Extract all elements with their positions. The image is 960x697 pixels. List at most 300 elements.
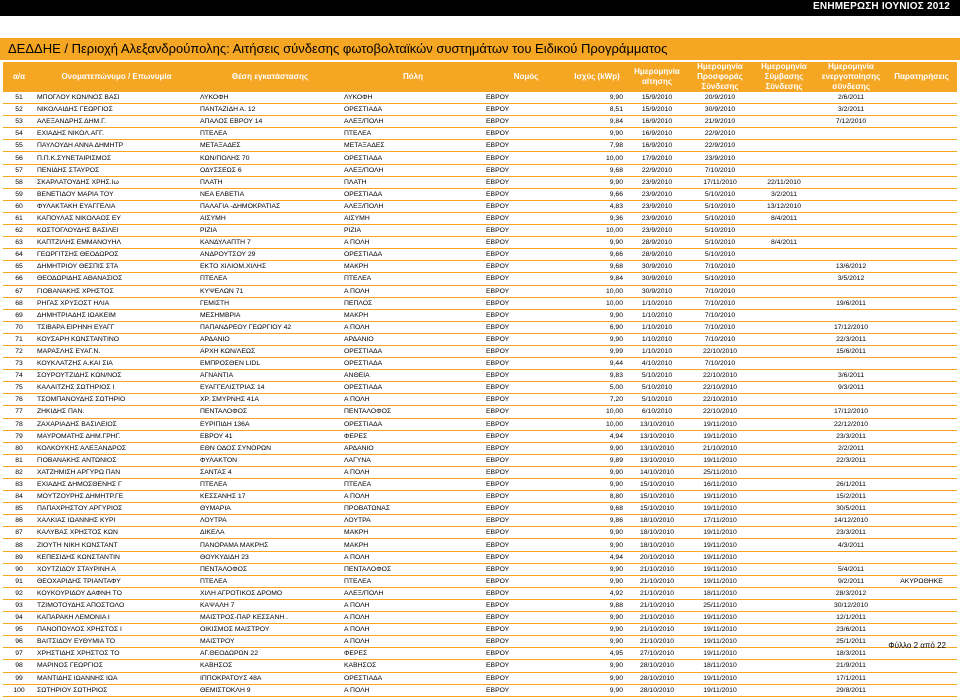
cell-application-date: 23/9/2010	[626, 188, 688, 200]
cell-contract-date	[752, 636, 816, 648]
cell-activation-date: 3/6/2011	[816, 370, 886, 382]
table-row	[3, 394, 957, 406]
cell-location: ΚΕΣΣΑΝΗΣ 17	[198, 491, 342, 503]
cell-power: 9,99	[568, 345, 626, 357]
cell-activation-date	[816, 237, 886, 249]
cell-application-date: 15/9/2010	[626, 92, 688, 104]
cell-power: 10,00	[568, 418, 626, 430]
cell-application-date: 1/10/2010	[626, 309, 688, 321]
cell-location: ΟΔΥΣΣΕΩΣ 6	[198, 164, 342, 176]
table-row	[3, 104, 957, 116]
cell-activation-date: 7/12/2010	[816, 116, 886, 128]
cell-city: ΑΛΕΞ/ΠΟΛΗ	[342, 116, 484, 128]
cell-notes	[886, 418, 957, 430]
cell-notes	[886, 587, 957, 599]
cell-notes	[886, 624, 957, 636]
cell-name: ΘΕΟΔΩΡΙΔΗΣ ΑΘΑΝΑΣΙΟΣ	[35, 273, 198, 285]
cell-offer-date: 19/11/2010	[688, 503, 752, 515]
cell-name: ΖΑΧΑΡΙΑΔΗΣ ΒΑΣΙΛΕΙΟΣ	[35, 418, 198, 430]
cell-prefecture: ΕΒΡΟΥ	[484, 406, 568, 418]
cell-application-date: 21/10/2010	[626, 636, 688, 648]
cell-activation-date: 13/6/2012	[816, 261, 886, 273]
table-row	[3, 321, 957, 333]
cell-contract-date	[752, 515, 816, 527]
cell-offer-date: 7/10/2010	[688, 164, 752, 176]
cell-prefecture: ΕΒΡΟΥ	[484, 648, 568, 660]
cell-offer-date: 21/10/2010	[688, 442, 752, 454]
cell-application-date: 13/10/2010	[626, 454, 688, 466]
title-bar	[0, 38, 960, 60]
cell-activation-date	[816, 466, 886, 478]
cell-application-date: 23/9/2010	[626, 225, 688, 237]
cell-city: ΠΤΕΛΕΑ	[342, 273, 484, 285]
cell-city: ΠΡΟΒΑΤΩΝΑΣ	[342, 503, 484, 515]
cell-power: 9,90	[568, 563, 626, 575]
table-row	[3, 660, 957, 672]
cell-notes	[886, 660, 957, 672]
cell-city: ΦΕΡΕΣ	[342, 430, 484, 442]
cell-activation-date	[816, 128, 886, 140]
cell-application-date: 1/10/2010	[626, 321, 688, 333]
table-row	[3, 624, 957, 636]
cell-city: Α ΠΟΛΗ	[342, 599, 484, 611]
cell-power: 9,66	[568, 188, 626, 200]
cell-contract-date	[752, 587, 816, 599]
cell-city: ΟΡΕΣΤΙΑΔΑ	[342, 358, 484, 370]
cell-contract-date	[752, 309, 816, 321]
cell-location: ΧΙΛΗ ΑΓΡΟΤΙΚΟΣ ΔΡΟΜΟ	[198, 587, 342, 599]
cell-location: ΑΓ.ΘΕΟΔΩΡΩΝ 22	[198, 648, 342, 660]
cell-notes	[886, 104, 957, 116]
cell-offer-date: 19/11/2010	[688, 636, 752, 648]
cell-contract-date	[752, 599, 816, 611]
cell-contract-date	[752, 491, 816, 503]
cell-power: 9,90	[568, 176, 626, 188]
cell-power: 10,00	[568, 152, 626, 164]
cell-notes	[886, 382, 957, 394]
cell-notes	[886, 297, 957, 309]
cell-activation-date: 21/9/2011	[816, 660, 886, 672]
cell-power: 9,90	[568, 128, 626, 140]
cell-prefecture: ΕΒΡΟΥ	[484, 285, 568, 297]
cell-contract-date	[752, 140, 816, 152]
cell-aa: 56	[3, 152, 35, 164]
cell-name: ΠΑΝΟΠΟΥΛΟΣ ΧΡΗΣΤΟΣ Ι	[35, 624, 198, 636]
cell-city: Α ΠΟΛΗ	[342, 684, 484, 696]
cell-city: Α ΠΟΛΗ	[342, 636, 484, 648]
cell-location: ΜΑΙΣΤΡΟΥ	[198, 636, 342, 648]
cell-aa: 67	[3, 285, 35, 297]
cell-aa: 60	[3, 200, 35, 212]
cell-contract-date: 3/2/2011	[752, 188, 816, 200]
cell-contract-date: 22/11/2010	[752, 176, 816, 188]
cell-location: ΠΑΛΑΓΙΑ -ΔΗΜΟΚΡΑΤΙΑΣ	[198, 200, 342, 212]
table-row	[3, 418, 957, 430]
table-row	[3, 116, 957, 128]
cell-prefecture: ΕΒΡΟΥ	[484, 152, 568, 164]
cell-city: ΟΡΕΣΤΙΑΔΑ	[342, 345, 484, 357]
cell-aa: 90	[3, 563, 35, 575]
cell-location: ΚΑΨΑΛΗ 7	[198, 599, 342, 611]
cell-contract-date: 8/4/2011	[752, 237, 816, 249]
cell-prefecture: ΕΒΡΟΥ	[484, 382, 568, 394]
table-row	[3, 406, 957, 418]
cell-offer-date: 5/10/2010	[688, 188, 752, 200]
cell-city: ΟΡΕΣΤΙΑΔΑ	[342, 104, 484, 116]
cell-name: ΔΗΜΗΤΡΙΟΥ ΘΕΣΠΙΣ ΣΤΑ	[35, 261, 198, 273]
cell-contract-date	[752, 612, 816, 624]
cell-contract-date	[752, 92, 816, 104]
cell-offer-date: 22/9/2010	[688, 128, 752, 140]
cell-application-date: 5/10/2010	[626, 382, 688, 394]
cell-offer-date: 18/11/2010	[688, 587, 752, 599]
cell-aa: 63	[3, 237, 35, 249]
table-row	[3, 672, 957, 684]
cell-city: ΟΡΕΣΤΙΑΔΑ	[342, 672, 484, 684]
cell-power: 7,98	[568, 140, 626, 152]
table-row	[3, 684, 957, 696]
cell-aa: 82	[3, 466, 35, 478]
cell-city: ΦΕΡΕΣ	[342, 648, 484, 660]
cell-offer-date: 22/10/2010	[688, 370, 752, 382]
cell-activation-date: 15/2/2011	[816, 491, 886, 503]
cell-power: 9,90	[568, 527, 626, 539]
cell-application-date: 18/10/2010	[626, 515, 688, 527]
cell-contract-date	[752, 418, 816, 430]
cell-offer-date: 7/10/2010	[688, 261, 752, 273]
cell-name: ΧΟΥΤΖΙΔΟΥ ΣΤΑΥΡΙΝΗ Α	[35, 563, 198, 575]
cell-offer-date: 19/11/2010	[688, 672, 752, 684]
cell-power: 9,90	[568, 442, 626, 454]
cell-name: ΕΧΙΑΔΗΣ ΔΗΜΟΣΘΕΝΗΣ Γ	[35, 479, 198, 491]
cell-contract-date	[752, 430, 816, 442]
cell-application-date: 23/9/2010	[626, 212, 688, 224]
cell-activation-date	[816, 358, 886, 370]
top-banner	[0, 0, 960, 16]
cell-prefecture: ΕΒΡΟΥ	[484, 297, 568, 309]
cell-activation-date: 22/3/2011	[816, 333, 886, 345]
cell-city: Α ΠΟΛΗ	[342, 285, 484, 297]
cell-city: ΡΙΖΙΑ	[342, 225, 484, 237]
cell-prefecture: ΕΒΡΟΥ	[484, 104, 568, 116]
cell-power: 9,90	[568, 479, 626, 491]
cell-location: ΠΕΝΤΑΛΟΦΟΣ	[198, 406, 342, 418]
cell-name: ΚΟΥΚΛΑΤΖΗΣ Α.ΚΑΙ ΣΙΑ	[35, 358, 198, 370]
table-row	[3, 527, 957, 539]
cell-offer-date: 19/11/2010	[688, 563, 752, 575]
cell-offer-date: 19/11/2010	[688, 491, 752, 503]
cell-aa: 61	[3, 212, 35, 224]
cell-notes	[886, 285, 957, 297]
cell-name: ΘΕΟΧΑΡΙΔΗΣ ΤΡΙΑΝΤΑΦΥ	[35, 575, 198, 587]
cell-activation-date: 30/5/2011	[816, 503, 886, 515]
cell-aa: 80	[3, 442, 35, 454]
cell-location: ΠΑΝΟΡΑΜΑ ΜΑΚΡΗΣ	[198, 539, 342, 551]
cell-city: ΛΟΥΤΡΑ	[342, 515, 484, 527]
cell-power: 10,00	[568, 406, 626, 418]
cell-prefecture: ΕΒΡΟΥ	[484, 200, 568, 212]
cell-application-date: 13/10/2010	[626, 430, 688, 442]
cell-city: ΛΥΚΟΦΗ	[342, 92, 484, 104]
cell-aa: 78	[3, 418, 35, 430]
cell-city: ΑΛΕΞ/ΠΟΛΗ	[342, 164, 484, 176]
cell-application-date: 28/10/2010	[626, 684, 688, 696]
cell-offer-date: 22/10/2010	[688, 345, 752, 357]
cell-prefecture: ΕΒΡΟΥ	[484, 599, 568, 611]
cell-notes	[886, 333, 957, 345]
cell-location: ΠΕΝΤΑΛΟΦΟΣ	[198, 563, 342, 575]
cell-city: ΠΤΕΛΕΑ	[342, 479, 484, 491]
cell-notes	[886, 188, 957, 200]
cell-application-date: 28/9/2010	[626, 237, 688, 249]
cell-offer-date: 7/10/2010	[688, 333, 752, 345]
cell-name: ΡΗΓΑΣ ΧΡΥΣΟΣΤ ΗΛΙΑ	[35, 297, 198, 309]
table-row	[3, 176, 957, 188]
cell-contract-date	[752, 358, 816, 370]
cell-activation-date	[816, 152, 886, 164]
cell-location: ΛΟΥΤΡΑ	[198, 515, 342, 527]
cell-activation-date	[816, 285, 886, 297]
cell-offer-date: 19/11/2010	[688, 539, 752, 551]
cell-city: ΟΡΕΣΤΙΑΔΑ	[342, 152, 484, 164]
cell-notes	[886, 370, 957, 382]
cell-contract-date	[752, 454, 816, 466]
cell-prefecture: ΕΒΡΟΥ	[484, 321, 568, 333]
cell-name: ΚΩΣΤΟΓΛΟΥΔΗΣ ΒΑΣΙΛΕΙ	[35, 225, 198, 237]
cell-activation-date	[816, 394, 886, 406]
cell-notes	[886, 394, 957, 406]
cell-application-date: 16/9/2010	[626, 128, 688, 140]
table-row	[3, 503, 957, 515]
cell-power: 9,90	[568, 333, 626, 345]
table-row	[3, 442, 957, 454]
table-row	[3, 370, 957, 382]
cell-application-date: 1/10/2010	[626, 345, 688, 357]
cell-location: ΘΕΜΙΣΤΟΚΛΗ 9	[198, 684, 342, 696]
cell-location: ΚΑΒΗΣΟΣ	[198, 660, 342, 672]
cell-city: Α ΠΟΛΗ	[342, 624, 484, 636]
page-title: ΔΕΔΔΗΕ / Περιοχή Αλεξανδρούπολης: Αιτήσεις σύνδεσης φωτοβολταϊκών συστημάτων του Ειδικού Προγράμματος	[8, 41, 668, 56]
table-row	[3, 382, 957, 394]
cell-location: ΕΜΠΡΟΣΘΕΝ LIDL	[198, 358, 342, 370]
cell-application-date: 4/10/2010	[626, 358, 688, 370]
cell-city: Α ΠΟΛΗ	[342, 394, 484, 406]
cell-city: ΛΑΓΥΝΑ	[342, 454, 484, 466]
cell-city: ΠΕΠΛΟΣ	[342, 297, 484, 309]
cell-activation-date: 15/6/2011	[816, 345, 886, 357]
cell-aa: 83	[3, 479, 35, 491]
cell-notes	[886, 539, 957, 551]
col-activation-date: Ημερομηνία ενεργοποίησης σύνδεσης	[816, 62, 886, 92]
table-row	[3, 575, 957, 587]
cell-name: ΦΥΛΑΚΤΑΚΗ ΕΥΑΓΓΕΛΙΑ	[35, 200, 198, 212]
cell-prefecture: ΕΒΡΟΥ	[484, 491, 568, 503]
cell-location: ΙΠΠΟΚΡΑΤΟΥΣ 48Α	[198, 672, 342, 684]
table-row	[3, 128, 957, 140]
cell-aa: 64	[3, 249, 35, 261]
cell-contract-date: 8/4/2011	[752, 212, 816, 224]
cell-contract-date	[752, 624, 816, 636]
col-prefecture: Νομός	[484, 62, 568, 92]
cell-notes	[886, 454, 957, 466]
cell-name: ΓΕΩΡΓΙΤΣΗΣ ΘΕΟΔΩΡΟΣ	[35, 249, 198, 261]
cell-activation-date: 5/4/2011	[816, 563, 886, 575]
cell-contract-date	[752, 684, 816, 696]
cell-notes	[886, 321, 957, 333]
cell-name: ΣΩΤΗΡΙΟΥ ΣΩΤΗΡΙΟΣ	[35, 684, 198, 696]
cell-location: ΘΟΥΚΥΔΙΔΗ 23	[198, 551, 342, 563]
cell-offer-date: 7/10/2010	[688, 321, 752, 333]
cell-offer-date: 19/11/2010	[688, 684, 752, 696]
cell-name: ΜΟΥΤΖΟΥΡΗΣ ΔΗΜΗΤΡ.ΓΕ	[35, 491, 198, 503]
cell-activation-date: 2/6/2011	[816, 92, 886, 104]
cell-city: ΟΡΕΣΤΙΑΔΑ	[342, 249, 484, 261]
cell-power: 9,84	[568, 273, 626, 285]
cell-city: ΜΑΚΡΗ	[342, 539, 484, 551]
cell-application-date: 1/10/2010	[626, 333, 688, 345]
cell-activation-date	[816, 309, 886, 321]
cell-city: ΠΤΕΛΕΑ	[342, 575, 484, 587]
cell-location: ΜΕΣΗΜΒΡΙΑ	[198, 309, 342, 321]
cell-offer-date: 7/10/2010	[688, 285, 752, 297]
cell-name: ΖΙΟΥΤΗ ΝΙΚΗ ΚΩΝΣΤΑΝΤ	[35, 539, 198, 551]
cell-location: ΟΙΚΙΣΜΟΣ ΜΑΙΣΤΡΟΥ	[198, 624, 342, 636]
cell-offer-date: 19/11/2010	[688, 648, 752, 660]
cell-power: 9,88	[568, 599, 626, 611]
cell-contract-date	[752, 333, 816, 345]
cell-city: ΜΕΤΑΞΑΔΕΣ	[342, 140, 484, 152]
cell-power: 4,94	[568, 551, 626, 563]
cell-activation-date	[816, 176, 886, 188]
cell-location: ΓΕΜΙΣΤΗ	[198, 297, 342, 309]
cell-name: ΜΠΟΓΛΟΥ ΚΩΝ/ΝΟΣ ΒΑΣΙ	[35, 92, 198, 104]
cell-power: 10,00	[568, 297, 626, 309]
cell-power: 7,20	[568, 394, 626, 406]
cell-location: ΣΑΝΤΑΣ 4	[198, 466, 342, 478]
cell-location: ΜΑΙΣΤΡΟΣ-ΠΑΡ ΚΕΣΣΑΝΗ .	[198, 612, 342, 624]
col-contract-date: Ημερομηνία Σύμβασης Σύνδεσης	[752, 62, 816, 92]
table-row	[3, 563, 957, 575]
table-row	[3, 237, 957, 249]
cell-contract-date	[752, 273, 816, 285]
cell-city: ΚΑΒΗΣΟΣ	[342, 660, 484, 672]
cell-prefecture: ΕΒΡΟΥ	[484, 430, 568, 442]
cell-power: 4,94	[568, 430, 626, 442]
cell-notes	[886, 249, 957, 261]
cell-prefecture: ΕΒΡΟΥ	[484, 140, 568, 152]
cell-location: ΑΡΔΑΝΙΟ	[198, 333, 342, 345]
cell-application-date: 5/10/2010	[626, 370, 688, 382]
cell-power: 9,90	[568, 309, 626, 321]
cell-notes	[886, 599, 957, 611]
cell-city: ΠΕΝΤΑΛΟΦΟΣ	[342, 563, 484, 575]
cell-city: Α ΠΟΛΗ	[342, 237, 484, 249]
cell-power: 9,90	[568, 466, 626, 478]
cell-activation-date: 23/3/2011	[816, 430, 886, 442]
cell-notes	[886, 237, 957, 249]
cell-prefecture: ΕΒΡΟΥ	[484, 636, 568, 648]
cell-location: ΡΙΖΙΑ	[198, 225, 342, 237]
cell-aa: 85	[3, 503, 35, 515]
cell-activation-date: 9/2/2011	[816, 575, 886, 587]
cell-aa: 59	[3, 188, 35, 200]
cell-power: 10,00	[568, 285, 626, 297]
cell-activation-date: 17/1/2011	[816, 672, 886, 684]
cell-prefecture: ΕΒΡΟΥ	[484, 672, 568, 684]
cell-aa: 91	[3, 575, 35, 587]
cell-offer-date: 5/10/2010	[688, 212, 752, 224]
cell-offer-date: 19/11/2010	[688, 430, 752, 442]
cell-aa: 72	[3, 345, 35, 357]
cell-aa: 93	[3, 599, 35, 611]
cell-prefecture: ΕΒΡΟΥ	[484, 176, 568, 188]
cell-name: ΣΟΥΡΟΥΤΖΙΔΗΣ ΚΩΝ/ΝΟΣ	[35, 370, 198, 382]
cell-contract-date	[752, 551, 816, 563]
cell-notes	[886, 176, 957, 188]
cell-offer-date: 19/11/2010	[688, 454, 752, 466]
cell-power: 9,90	[568, 612, 626, 624]
table-row	[3, 309, 957, 321]
cell-prefecture: ΕΒΡΟΥ	[484, 442, 568, 454]
cell-offer-date: 5/10/2010	[688, 237, 752, 249]
cell-activation-date: 28/3/2012	[816, 587, 886, 599]
col-aa: α/α	[3, 62, 35, 92]
cell-notes	[886, 672, 957, 684]
cell-location: ΑΠΑΛΟΣ ΕΒΡΟΥ 14	[198, 116, 342, 128]
table-row	[3, 188, 957, 200]
cell-notes	[886, 563, 957, 575]
cell-location: ΔΙΚΕΛΑ	[198, 527, 342, 539]
cell-power: 9,90	[568, 237, 626, 249]
cell-activation-date	[816, 200, 886, 212]
cell-name: ΜΑΡΑΣΛΗΣ ΕΥΑΓ.Ν.	[35, 345, 198, 357]
cell-name: ΚΟΥΚΟΥΡΙΔΟΥ ΔΑΦΝΗ ΤΟ	[35, 587, 198, 599]
cell-name: ΜΑΡΙΝΟΣ ΓΕΩΡΓΙΟΣ	[35, 660, 198, 672]
cell-application-date: 18/10/2010	[626, 527, 688, 539]
table-row	[3, 551, 957, 563]
cell-activation-date	[816, 164, 886, 176]
cell-location: ΕΘΝ ΟΔΟΣ ΣΥΝΟΡΩΝ	[198, 442, 342, 454]
cell-location: ΛΥΚΟΦΗ	[198, 92, 342, 104]
cell-aa: 95	[3, 624, 35, 636]
cell-contract-date	[752, 116, 816, 128]
cell-notes	[886, 442, 957, 454]
cell-prefecture: ΕΒΡΟΥ	[484, 249, 568, 261]
cell-power: 9,90	[568, 92, 626, 104]
cell-contract-date	[752, 527, 816, 539]
cell-name: ΚΑΠΟΥΛΑΣ ΝΙΚΟΛΑΟΣ ΕΥ	[35, 212, 198, 224]
cell-location: ΠΤΕΛΕΑ	[198, 273, 342, 285]
cell-application-date: 15/9/2010	[626, 104, 688, 116]
col-city: Πόλη	[342, 62, 484, 92]
cell-application-date: 28/10/2010	[626, 660, 688, 672]
cell-application-date: 21/10/2010	[626, 563, 688, 575]
cell-activation-date: 23/3/2011	[816, 527, 886, 539]
cell-prefecture: ΕΒΡΟΥ	[484, 466, 568, 478]
cell-power: 4,95	[568, 648, 626, 660]
table-row	[3, 466, 957, 478]
cell-city: Α ΠΟΛΗ	[342, 466, 484, 478]
cell-location: ΑΝΔΡΟΥΤΣΟΥ 29	[198, 249, 342, 261]
cell-offer-date: 7/10/2010	[688, 309, 752, 321]
cell-contract-date	[752, 672, 816, 684]
col-power: Ισχύς (kWp)	[568, 62, 626, 92]
cell-city: ΑΛΕΞ/ΠΟΛΗ	[342, 587, 484, 599]
cell-notes	[886, 684, 957, 696]
cell-city: ΑΝΘΕΙΑ	[342, 370, 484, 382]
cell-aa: 54	[3, 128, 35, 140]
cell-contract-date	[752, 321, 816, 333]
